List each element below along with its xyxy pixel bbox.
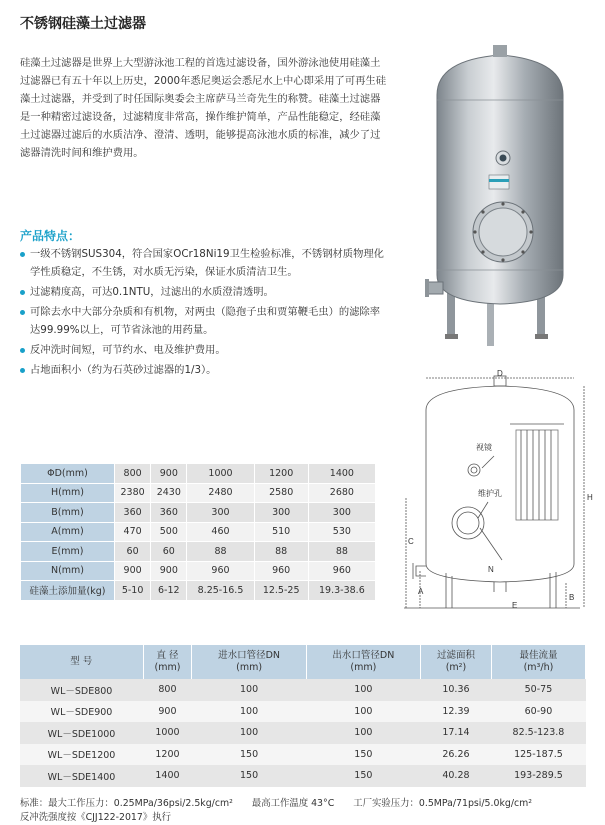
column-header: [20, 645, 143, 679]
table-cell: 470: [115, 522, 151, 542]
table-row: [21, 464, 376, 484]
table-cell: 960: [308, 561, 375, 581]
dimension-diagram: [390, 368, 600, 618]
table-cell: 40.28: [421, 765, 492, 787]
table-cell: 8.25-16.5: [187, 581, 254, 601]
table-row: [20, 701, 586, 723]
row-header: E(mm): [21, 542, 115, 562]
table-cell: 26.26: [421, 744, 492, 766]
table-cell: 60: [151, 542, 187, 562]
dimension-table: [20, 463, 376, 601]
row-header: N(mm): [21, 561, 115, 581]
table-cell: 12.39: [421, 701, 492, 723]
column-header-unit: (m³/h): [523, 662, 554, 673]
table-cell: 193-289.5: [491, 765, 585, 787]
table-cell: 5-10: [115, 581, 151, 601]
feature-item: 占地面积小（约为石英砂过滤器的1/3）。: [18, 361, 390, 379]
table-cell: 2430: [151, 483, 187, 503]
table-row: [20, 744, 586, 766]
dim-label-b: B: [569, 593, 575, 602]
column-header-label: 进水口管径DN: [218, 650, 281, 661]
table-cell: 2580: [254, 483, 308, 503]
features-list: [18, 245, 390, 381]
table-cell: 900: [115, 561, 151, 581]
dim-label-e: E: [512, 601, 518, 610]
table-cell: 1400: [143, 765, 192, 787]
table-cell: 900: [143, 701, 192, 723]
features-title: 产品特点：: [20, 229, 81, 243]
table-cell: 60-90: [491, 701, 585, 723]
table-cell: 1200: [254, 464, 308, 484]
table-row: [20, 765, 586, 787]
table-cell: 100: [306, 701, 420, 723]
footer-pressure: 标准：最大工作压力：0.25MPa/36psi/2.5kg/cm²: [20, 798, 233, 809]
row-header: B(mm): [21, 503, 115, 523]
feature-item: 过滤精度高，可达0.1NTU，过滤出的水质澄清透明。: [18, 283, 390, 301]
spec-table: [20, 645, 586, 787]
column-header-label: 过滤面积: [436, 650, 475, 661]
dim-label-a: A: [418, 587, 424, 596]
table-row: [20, 679, 586, 701]
table-cell: 82.5-123.8: [491, 722, 585, 744]
table-cell: 60: [115, 542, 151, 562]
table-cell: 900: [151, 464, 187, 484]
table-cell: 100: [192, 701, 306, 723]
table-cell: 100: [192, 722, 306, 744]
table-cell: 125-187.5: [491, 744, 585, 766]
table-cell: 300: [308, 503, 375, 523]
row-header: ΦD(mm): [21, 464, 115, 484]
table-cell: 2380: [115, 483, 151, 503]
row-header: 硅藻土添加量(kg): [21, 581, 115, 601]
table-cell: 300: [187, 503, 254, 523]
table-cell: 2680: [308, 483, 375, 503]
table-cell: 10.36: [421, 679, 492, 701]
table-row: [21, 483, 376, 503]
row-header: A(mm): [21, 522, 115, 542]
feature-item: 可除去水中大部分杂质和有机物，对两虫（隐孢子虫和贾第鞭毛虫）的滤除率达99.99%以上，可节省泳池的用药量。: [18, 303, 390, 339]
dim-label-n: N: [488, 565, 494, 574]
table-cell: 1200: [143, 744, 192, 766]
table-cell: 12.5-25: [254, 581, 308, 601]
column-header-label: 最佳流量: [519, 650, 558, 661]
table-cell: 1000: [143, 722, 192, 744]
column-header-label: 出水口管径DN: [332, 650, 395, 661]
table-cell: 960: [254, 561, 308, 581]
table-cell: 100: [192, 679, 306, 701]
table-cell: 1000: [187, 464, 254, 484]
table-cell: WL－SDE800: [20, 679, 143, 701]
table-cell: 500: [151, 522, 187, 542]
table-row: [21, 522, 376, 542]
table-cell: 360: [151, 503, 187, 523]
dim-label-d: D: [497, 369, 503, 378]
table-cell: 88: [308, 542, 375, 562]
table-cell: 360: [115, 503, 151, 523]
label-sight-glass: 视镜: [476, 443, 492, 452]
column-header-unit: (mm): [350, 662, 377, 673]
column-header: [491, 645, 585, 679]
page-title: 不锈钢硅藻土过滤器: [20, 16, 146, 32]
column-header-label: 型 号: [70, 656, 93, 667]
table-cell: 530: [308, 522, 375, 542]
feature-item: 一级不锈钢SUS304，符合国家OCr18Ni19卫生检验标准，不锈钢材质物理化学性质稳定，不生锈，对水质无污染，保证水质清洁卫生。: [18, 245, 390, 281]
tank-photo: [425, 40, 575, 350]
table-cell: 800: [115, 464, 151, 484]
table-row: [21, 503, 376, 523]
table-cell: 800: [143, 679, 192, 701]
footer-standard: 反冲洗强度按《CJJ122-2017》执行: [20, 812, 171, 823]
table-cell: 1400: [308, 464, 375, 484]
dim-label-c: C: [408, 537, 414, 546]
table-cell: 460: [187, 522, 254, 542]
table-row: [20, 722, 586, 744]
table-cell: 2480: [187, 483, 254, 503]
table-cell: 100: [306, 722, 420, 744]
table-row: [21, 561, 376, 581]
table-cell: 6-12: [151, 581, 187, 601]
intro-paragraph: 硅藻土过滤器是世界上大型游泳池工程的首选过滤设备，国外游泳池使用硅藻土过滤器已有五十年以上历史，2000年悉尼奥运会悉尼水上中心即采用了可再生硅藻土过滤器，并受到了时任国际奥委会主席萨马兰奇先生的称赞。硅藻土过滤器是一种精密过滤设备，过滤精度非常高，操作维护简单，产品性能稳定，经硅藻土过滤器过滤后的水质洁净、澄清、透明，能够提高泳池水质的标准，减少了过滤器清洗时间和维护费用。: [20, 57, 387, 159]
footer-test: 工厂实验压力：0.5MPa/71psi/5.0kg/cm²: [353, 798, 533, 809]
table-cell: 900: [151, 561, 187, 581]
table-cell: 88: [187, 542, 254, 562]
table-cell: WL－SDE1200: [20, 744, 143, 766]
table-cell: 50-75: [491, 679, 585, 701]
table-cell: 150: [192, 744, 306, 766]
table-cell: 150: [192, 765, 306, 787]
column-header-unit: (mm): [154, 662, 181, 673]
footer-notes: [20, 797, 548, 825]
table-cell: 100: [306, 679, 420, 701]
table-cell: 960: [187, 561, 254, 581]
dim-label-h: H: [587, 493, 593, 502]
column-header: [306, 645, 420, 679]
table-cell: 300: [254, 503, 308, 523]
table-cell: 88: [254, 542, 308, 562]
feature-item: 反冲洗时间短，可节约水、电及维护费用。: [18, 341, 390, 359]
table-cell: 150: [306, 765, 420, 787]
table-cell: WL－SDE900: [20, 701, 143, 723]
row-header: H(mm): [21, 483, 115, 503]
column-header: [192, 645, 306, 679]
table-row: [21, 542, 376, 562]
table-row: [21, 581, 376, 601]
table-cell: 510: [254, 522, 308, 542]
table-cell: 17.14: [421, 722, 492, 744]
table-cell: 19.3-38.6: [308, 581, 375, 601]
footer-temp: 最高工作温度 43°C: [251, 798, 335, 809]
label-manhole: 维护孔: [478, 489, 502, 498]
column-header-label: 直 径: [156, 650, 179, 661]
column-header: [143, 645, 192, 679]
column-header-unit: (m²): [445, 662, 467, 673]
table-cell: 150: [306, 744, 420, 766]
table-cell: WL－SDE1000: [20, 722, 143, 744]
column-header-unit: (mm): [236, 662, 263, 673]
table-cell: WL－SDE1400: [20, 765, 143, 787]
column-header: [421, 645, 492, 679]
